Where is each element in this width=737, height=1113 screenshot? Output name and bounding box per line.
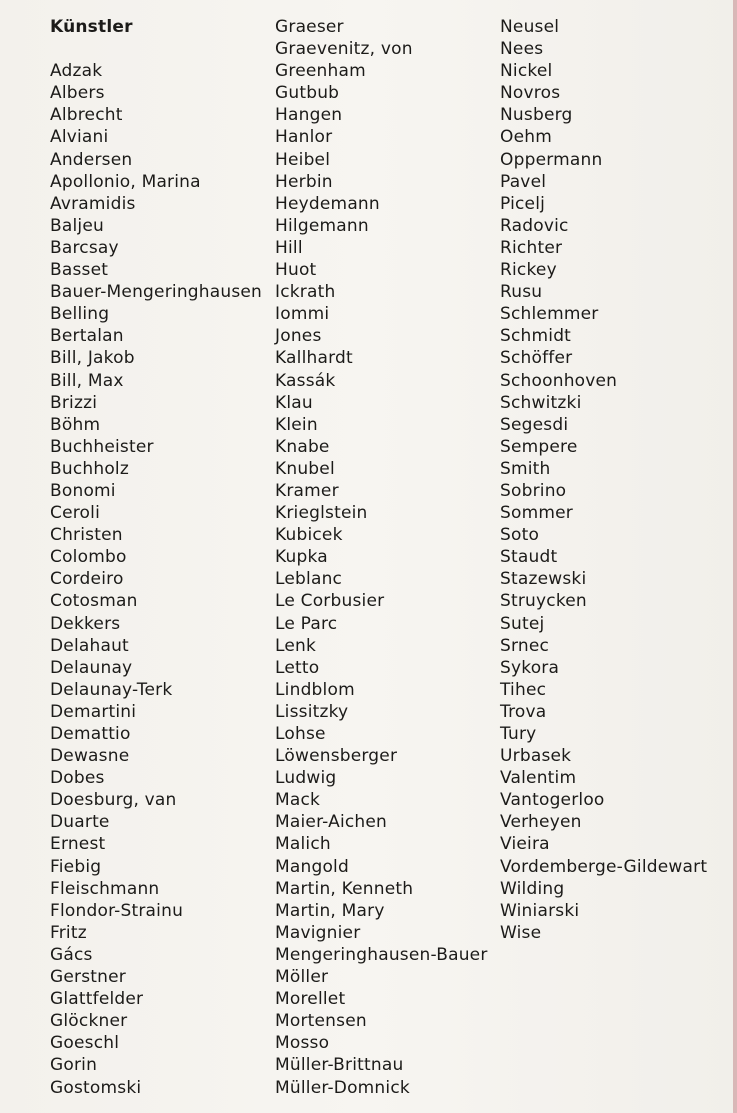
- artist-name: Rickey: [500, 260, 557, 281]
- artist-name: Tury: [500, 724, 537, 744]
- artist-name: Rusu: [500, 282, 543, 303]
- artist-name: Baljeu: [50, 215, 104, 236]
- artist-name: Müller-Domnick: [275, 1077, 410, 1098]
- artist-name: Hill: [275, 237, 303, 258]
- artist-name: Kramer: [275, 480, 339, 501]
- artist-name: Kupka: [275, 547, 328, 568]
- artist-name: Bertalan: [50, 326, 124, 347]
- artist-name: Schmidt: [500, 326, 572, 347]
- artist-name: Iommi: [275, 304, 330, 325]
- artist-name: Urbasek: [500, 746, 572, 767]
- artist-name: Cotosman: [50, 591, 138, 612]
- artist-name: Buchheister: [50, 436, 154, 457]
- artist-name: Heydemann: [275, 193, 380, 214]
- artist-name: Gostomski: [50, 1077, 142, 1098]
- artist-name: Winiarski: [500, 900, 580, 921]
- artist-name: Vantogerloo: [500, 790, 605, 811]
- artist-name: Andersen: [50, 149, 133, 170]
- artist-name: Picelj: [500, 193, 546, 214]
- page-title: Künstler: [50, 17, 133, 37]
- artist-name: Mortensen: [275, 1011, 367, 1032]
- artist-name: Herbin: [275, 171, 333, 192]
- artist-name: Sutej: [500, 613, 545, 634]
- artist-name: Böhm: [50, 414, 101, 435]
- artist-name: Novros: [500, 83, 561, 104]
- artist-name: Dobes: [50, 768, 105, 789]
- artist-name: Srnec: [500, 635, 550, 656]
- artist-list-3: [500, 16, 707, 944]
- artist-name: Bill, Jakob: [50, 348, 135, 369]
- artist-name: Klein: [275, 414, 318, 435]
- artist-name: Le Corbusier: [275, 591, 385, 612]
- artist-name: Schoonhoven: [500, 370, 618, 391]
- artist-name: Bauer-Mengeringhausen: [50, 282, 263, 303]
- artist-name: Glöckner: [50, 1011, 128, 1032]
- artist-name: Albrecht: [50, 105, 123, 126]
- artist-name: Nickel: [500, 61, 553, 82]
- artist-name: Ceroli: [50, 503, 100, 524]
- artist-name: Doesburg, van: [50, 790, 177, 811]
- artist-name: Flondor-Strainu: [50, 900, 184, 921]
- artist-name: Segesdi: [500, 414, 569, 435]
- artist-name: Goeschl: [50, 1033, 120, 1054]
- artist-name: Nees: [500, 39, 544, 60]
- artist-name: Hanlor: [275, 127, 333, 148]
- artist-name: Trova: [500, 701, 547, 722]
- artist-name: Pavel: [500, 171, 547, 192]
- artist-name: Demartini: [50, 701, 137, 722]
- artist-name: Gutbub: [275, 83, 340, 104]
- artist-name: Kallhardt: [275, 348, 353, 369]
- artist-name: Glattfelder: [50, 989, 144, 1010]
- artist-name: Knabe: [275, 436, 330, 457]
- artist-name: Wise: [500, 922, 542, 943]
- artist-name: Mavignier: [275, 922, 361, 943]
- artist-name: Lohse: [275, 724, 326, 744]
- artist-name: Neusel: [500, 17, 560, 37]
- artist-name: Brizzi: [50, 392, 98, 413]
- artist-name: Ernest: [50, 834, 106, 855]
- artist-name: Buchholz: [50, 458, 129, 479]
- artist-name: Bill, Max: [50, 370, 124, 391]
- artist-name: Verheyen: [500, 812, 582, 833]
- artist-name: Lenk: [275, 635, 317, 656]
- artist-name: Delahaut: [50, 635, 129, 656]
- artist-list-1: [50, 60, 262, 1098]
- artist-name: Soto: [500, 525, 540, 546]
- artist-name: Löwensberger: [275, 746, 398, 767]
- artist-name: Greenham: [275, 61, 366, 82]
- artist-name: Graeser: [275, 17, 344, 37]
- artist-name: Dekkers: [50, 613, 121, 634]
- artist-name: Colombo: [50, 547, 127, 568]
- artist-name: Leblanc: [275, 569, 343, 590]
- artist-name: Alviani: [50, 127, 109, 148]
- artist-name: Sykora: [500, 657, 560, 678]
- artist-name: Gerstner: [50, 967, 126, 988]
- artist-name: Bonomi: [50, 480, 116, 501]
- artist-name: Malich: [275, 834, 331, 855]
- artist-name: Oppermann: [500, 149, 603, 170]
- artist-name: Stazewski: [500, 569, 587, 590]
- artist-name: Schlemmer: [500, 304, 599, 325]
- artist-name: Martin, Mary: [275, 900, 385, 921]
- artist-column-2: [275, 16, 488, 1099]
- artist-name: Smith: [500, 458, 551, 479]
- artist-name: Schwitzki: [500, 392, 582, 413]
- artist-name: Lissitzky: [275, 701, 349, 722]
- artist-name: Duarte: [50, 812, 110, 833]
- artist-name: Demattio: [50, 724, 131, 744]
- artist-name: Sobrino: [500, 480, 567, 501]
- artist-name: Dewasne: [50, 746, 130, 767]
- artist-name: Gorin: [50, 1055, 98, 1076]
- artist-name: Mosso: [275, 1033, 330, 1054]
- artist-name: Vieira: [500, 834, 550, 855]
- artist-name: Kubicek: [275, 525, 343, 546]
- artist-name: Struycken: [500, 591, 587, 612]
- artist-name: Apollonio, Marina: [50, 171, 201, 192]
- artist-name: Delaunay: [50, 657, 133, 678]
- artist-name: Maier-Aichen: [275, 812, 388, 833]
- artist-name: Basset: [50, 260, 109, 281]
- artist-name: Martin, Kenneth: [275, 878, 414, 899]
- artist-name: Cordeiro: [50, 569, 124, 590]
- artist-name: Tihec: [500, 679, 547, 700]
- artist-name: Ickrath: [275, 282, 336, 303]
- artist-name: Sommer: [500, 503, 573, 524]
- artist-name: Valentim: [500, 768, 577, 789]
- artist-name: Mengeringhausen-Bauer: [275, 944, 488, 965]
- artist-name: Fritz: [50, 922, 87, 943]
- artist-name: Barcsay: [50, 237, 119, 258]
- artist-column-1: [50, 16, 262, 1099]
- artist-name: Radovic: [500, 215, 569, 236]
- artist-name: Morellet: [275, 989, 346, 1010]
- page-edge: [733, 0, 737, 1113]
- artist-name: Schöffer: [500, 348, 573, 369]
- artist-name: Hangen: [275, 105, 343, 126]
- artist-name: Hilgemann: [275, 215, 369, 236]
- artist-name: Graevenitz, von: [275, 39, 413, 60]
- artist-name: Fiebig: [50, 856, 102, 877]
- artist-name: Heibel: [275, 149, 331, 170]
- artist-name: Jones: [275, 326, 322, 347]
- artist-name: Vordemberge-Gildewart: [500, 856, 708, 877]
- artist-name: Belling: [50, 304, 110, 325]
- artist-name: Richter: [500, 237, 563, 258]
- artist-name: Gács: [50, 944, 93, 965]
- artist-list-2: [275, 16, 488, 1099]
- artist-name: Oehm: [500, 127, 552, 148]
- artist-name: Adzak: [50, 61, 103, 82]
- artist-name: Krieglstein: [275, 503, 368, 524]
- artist-name: Kassák: [275, 370, 336, 391]
- artist-name: Ludwig: [275, 768, 337, 789]
- artist-name: Lindblom: [275, 679, 355, 700]
- artist-name: Letto: [275, 657, 320, 678]
- artist-name: Möller: [275, 967, 329, 988]
- artist-name: Huot: [275, 260, 317, 281]
- artist-name: Mangold: [275, 856, 349, 877]
- artist-name: Fleischmann: [50, 878, 160, 899]
- artist-name: Le Parc: [275, 613, 338, 634]
- artist-column-3: [500, 16, 707, 944]
- artist-name: Klau: [275, 392, 313, 413]
- artist-name: Sempere: [500, 436, 578, 457]
- artist-name: Knubel: [275, 458, 335, 479]
- artist-name: Albers: [50, 83, 105, 104]
- artist-name: Mack: [275, 790, 321, 811]
- artist-name: Christen: [50, 525, 123, 546]
- artist-name: Avramidis: [50, 193, 136, 214]
- artist-name: Müller-Brittnau: [275, 1055, 404, 1076]
- artist-name: Nusberg: [500, 105, 573, 126]
- artist-name: Delaunay-Terk: [50, 679, 173, 700]
- artist-name: Wilding: [500, 878, 565, 899]
- artist-name: Staudt: [500, 547, 558, 568]
